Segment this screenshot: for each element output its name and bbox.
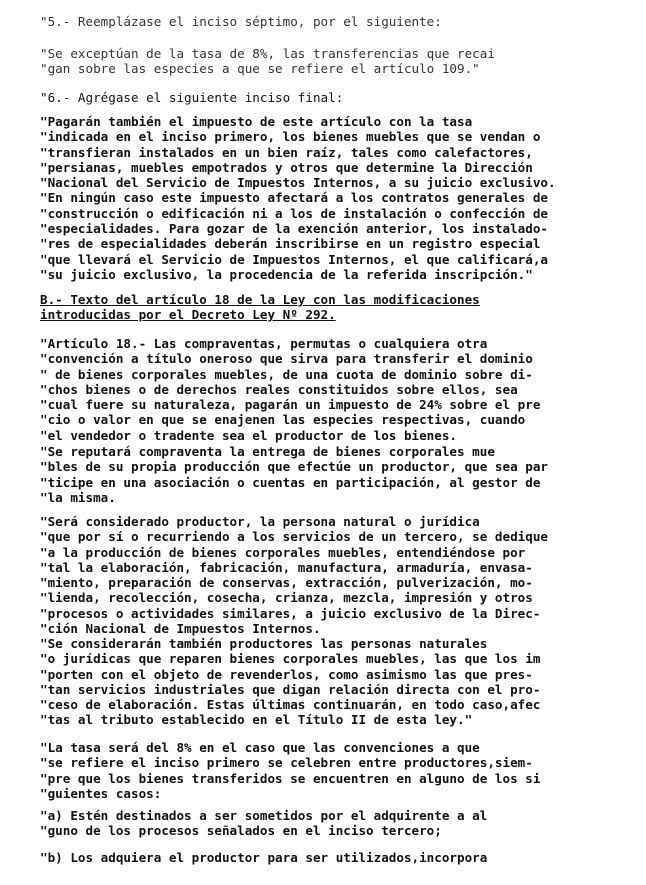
text-line: "gan sobre las especies a que se refiere el artículo 109." <box>40 61 480 77</box>
text-line: "el vendedor o tradente sea el productor de los bienes. <box>40 427 458 443</box>
text-line: "cio o valor en que se enajenen las especies respectivas, cuando <box>40 412 526 428</box>
heading-line: B.- Texto del artículo 18 de la Ley con las modificaciones <box>40 292 480 307</box>
text-line: "En ningún caso este impuesto afectará a los contratos generales de <box>40 190 548 206</box>
paragraph-caso-a <box>40 808 632 839</box>
text-line: "se refiere el inciso primero se celebren entre productores,siem- <box>40 755 533 771</box>
text-line: "tas al tributo establecido en el Título II de esta ley." <box>40 712 473 728</box>
text-line: "5.- Reemplázase el inciso séptimo, por el siguiente: <box>40 14 442 29</box>
text-line: "Será considerado productor, la persona natural o jurídica <box>40 514 480 529</box>
text-line: "guientes casos: <box>40 785 162 801</box>
text-line: "construcción o edificación ni a los de instalación o confección de <box>40 205 548 221</box>
text-line: "guno de los procesos señalados en el inciso tercero; <box>40 823 442 839</box>
text-line: "que llevará el Servicio de Impuestos Internos, el que calificará,a <box>40 251 548 267</box>
paragraph-articulo-18 <box>40 336 632 443</box>
paragraph-amendment-6 <box>40 90 632 105</box>
paragraph-caso-b <box>40 850 632 865</box>
text-line: "la misma. <box>40 489 116 505</box>
text-line: "bles de su propia producción que efectúe un productor, que sea par <box>40 459 548 475</box>
text-line: "ceso de elaboración. Estas últimas continuarán, en todo caso,afec <box>40 697 541 713</box>
text-line: "indicada en el inciso primero, los bienes muebles que se vendan o <box>40 129 541 145</box>
text-line: "miento, preparación de conservas, extracción, pulverización, mo- <box>40 575 533 591</box>
text-line: "Nacional del Servicio de Impuestos Internos, a su juicio exclusivo. <box>40 175 556 191</box>
paragraph-tasa-8 <box>40 740 632 801</box>
text-line: "persianas, muebles empotrados y otros que determine la Dirección <box>40 159 533 175</box>
text-line: "6.- Agrégase el siguiente inciso final: <box>40 90 344 105</box>
text-line: "especialidades. Para gozar de la exención anterior, los instalado- <box>40 221 548 237</box>
paragraph-exemption <box>40 46 632 77</box>
text-line: "Se exceptúan de la tasa de 8%, las transferencias que recai <box>40 46 495 61</box>
section-heading-b <box>40 292 632 323</box>
text-line: "a) Estén destinados a ser sometidos por el adquirente a al <box>40 808 488 823</box>
text-line: "ción Nacional de Impuestos Internos. <box>40 621 321 637</box>
text-line: "chos bienes o de derechos reales constituidos sobre ellos, sea <box>40 381 518 397</box>
text-line: "o jurídicas que reparen bienes corporales muebles, las que los im <box>40 651 541 667</box>
text-line: "a la producción de bienes corporales muebles, entendiéndose por <box>40 544 526 560</box>
text-line: "su juicio exclusivo, la procedencia de la referida inscripción." <box>40 266 533 282</box>
paragraph-compraventa <box>40 444 632 505</box>
text-line: "transfieran instalados en un bien raíz, tales como calefactores, <box>40 144 533 160</box>
paragraph-final-inciso <box>40 114 632 282</box>
text-line: "pre que los bienes transferidos se encuentren en alguno de los si <box>40 770 541 786</box>
text-line: "procesos o actividades similares, a juicio exclusivo de la Direc- <box>40 605 541 621</box>
paragraph-productor <box>40 514 632 636</box>
heading-line: introducidas por el Decreto Ley Nº 292. <box>40 307 336 323</box>
text-line: "cual fuere su naturaleza, pagarán un impuesto de 24% sobre el pre <box>40 397 541 413</box>
text-line: "b) Los adquiera el productor para ser utilizados,incorpora <box>40 850 488 865</box>
paragraph-otros-productores <box>40 636 632 728</box>
text-line: "Se considerarán también productores las personas naturales <box>40 636 488 651</box>
text-line: "ticipe en una asociación o cuentas en participación, al gestor de <box>40 474 541 490</box>
text-line: "Se reputará compraventa la entrega de bienes corporales mue <box>40 444 495 459</box>
text-line: " de bienes corporales muebles, de una cuota de dominio sobre di- <box>40 366 533 382</box>
text-line: "lienda, recolección, cosecha, crianza, mezcla, impresión y otros <box>40 590 533 606</box>
text-line: "porten con el objeto de revenderlos, como asimismo las que pres- <box>40 666 533 682</box>
paragraph-amendment-5 <box>40 14 632 29</box>
text-line: "La tasa será del 8% en el caso que las convenciones a que <box>40 740 480 755</box>
text-line: "tal la elaboración, fabricación, manufactura, armaduría, envasa- <box>40 559 533 575</box>
text-line: "res de especialidades deberán inscribirse en un registro especial <box>40 236 541 252</box>
text-line: "Artículo 18.- Las compraventas, permutas o cualquiera otra <box>40 336 488 351</box>
text-line: "que por sí o recurriendo a los servicios de un tercero, se dedique <box>40 529 548 545</box>
text-line: "tan servicios industriales que digan relación directa con el pro- <box>40 681 541 697</box>
text-line: "Pagarán también el impuesto de este artículo con la tasa <box>40 114 473 129</box>
text-line: "convención a título oneroso que sirva para transferir el dominio <box>40 351 533 367</box>
